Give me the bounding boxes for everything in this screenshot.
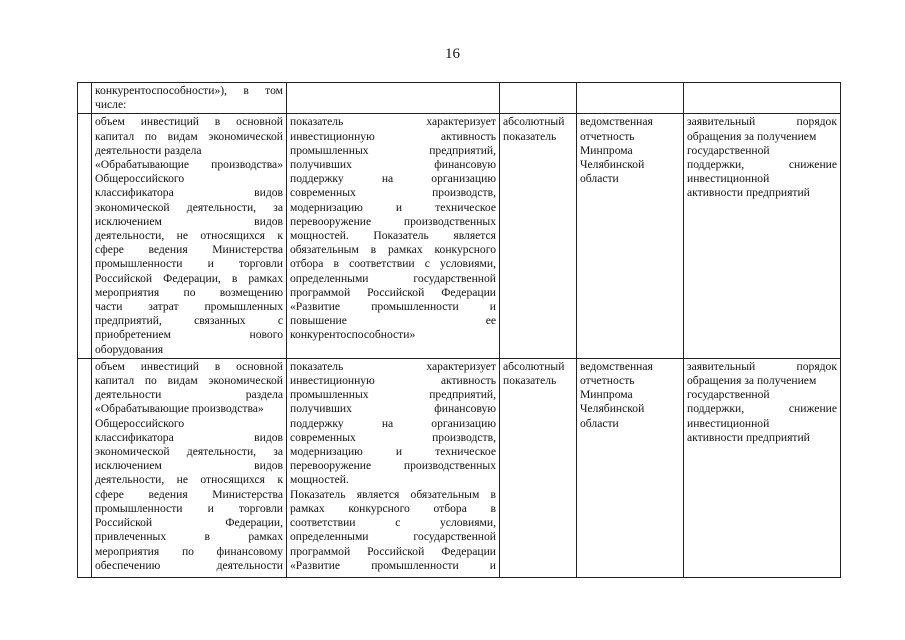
indicator-table	[77, 82, 841, 578]
risk-factor-cell	[684, 358, 841, 577]
cell-text-line: повышение ее	[290, 314, 496, 328]
cell-text-line: области	[580, 416, 619, 430]
indicator-type-cell	[500, 114, 577, 358]
cell-text-line: ведомственная	[580, 115, 653, 129]
cell-text-line: сфере ведения Министерства	[95, 487, 283, 501]
cell-text-line: поддержку на организацию	[290, 172, 496, 186]
cell-text-line: промышленности и торговли	[95, 501, 283, 515]
table-row	[78, 358, 841, 577]
cell-text-line: оборудования	[95, 342, 164, 356]
cell-text-line: показатель	[503, 374, 557, 388]
cell-text-line: перевооружение производственных	[290, 459, 496, 473]
cell-text-line: экономической деятельности, за	[95, 445, 283, 459]
indicator-name-cell	[92, 83, 287, 114]
cell-text-line: «Обрабатывающие производства»	[95, 402, 264, 416]
indicator-name-cell	[92, 358, 287, 577]
cell-text-line: современных производств,	[290, 430, 496, 444]
cell-text-line: предприятий, связанных с	[95, 314, 283, 328]
risk-factor-cell	[684, 83, 841, 114]
cell-text-line: конкурентоспособности»	[290, 328, 416, 342]
cell-text-line: сфере ведения Министерства	[95, 243, 283, 257]
cell-text-line: Минпрома	[580, 143, 633, 157]
cell-text-line: современных производств,	[290, 186, 496, 200]
cell-text-line: Общероссийского	[95, 416, 185, 430]
data-source-cell	[577, 114, 684, 358]
cell-text-line: исключением видов	[95, 459, 283, 473]
cell-text-line: Челябинской	[580, 402, 645, 416]
cell-text-line: инвестиционную активность	[290, 129, 496, 143]
cell-text-line: экономической деятельности, за	[95, 200, 283, 214]
cell-text-line: показатель	[503, 129, 557, 143]
cell-text-line: деятельности, не относящихся к	[95, 229, 283, 243]
cell-text-line: показатель характеризует	[290, 115, 496, 129]
cell-text-line: приобретением нового	[95, 328, 283, 342]
cell-text-line: мероприятия по возмещению	[95, 285, 283, 299]
data-source-cell	[577, 83, 684, 114]
cell-text-line: объем инвестиций в основной	[95, 359, 283, 373]
cell-text-line: модернизацию и техническое	[290, 200, 496, 214]
cell-text-line: области	[580, 172, 619, 186]
row-number-cell	[78, 114, 92, 358]
page-number: 16	[445, 46, 460, 62]
cell-text-line: Общероссийского	[95, 172, 185, 186]
row-number-cell	[78, 358, 92, 577]
cell-text-line: абсолютный	[503, 115, 565, 129]
indicator-description-cell	[287, 83, 500, 114]
cell-text-line: промышленности и торговли	[95, 257, 283, 271]
cell-text-line: программой Российской Федерации	[290, 285, 496, 299]
indicator-name-cell	[92, 114, 287, 358]
cell-text-line: государственной	[687, 388, 770, 402]
cell-text-line: исключением видов	[95, 214, 283, 228]
cell-text-line: инвестиционную активность	[290, 374, 496, 388]
cell-text-line: привлеченных в рамках	[95, 530, 283, 544]
cell-text-line: Минпрома	[580, 388, 633, 402]
cell-text-line: заявительный порядок	[687, 115, 837, 129]
cell-text-line: соответствии с условиями,	[290, 516, 496, 530]
cell-text-line: отчетность	[580, 374, 635, 388]
cell-text-line: заявительный порядок	[687, 359, 837, 373]
data-source-cell	[577, 358, 684, 577]
cell-text-line: промышленных предприятий,	[290, 143, 496, 157]
risk-factor-cell	[684, 114, 841, 358]
indicator-description-cell	[287, 358, 500, 577]
table-row	[78, 114, 841, 358]
cell-text-line: определенными государственной	[290, 530, 496, 544]
cell-text-line: определенными государственной	[290, 271, 496, 285]
cell-text-line: Челябинской	[580, 158, 645, 172]
cell-text-line: поддержки, снижение	[687, 158, 837, 172]
cell-text-line: обеспечению деятельности	[95, 558, 283, 572]
table-row	[78, 83, 841, 114]
cell-text-line: инвестиционной	[687, 172, 770, 186]
cell-text-line: объем инвестиций в основной	[95, 115, 283, 129]
cell-text-line: программой Российской Федерации	[290, 544, 496, 558]
cell-text-line: получивших финансовую	[290, 402, 496, 416]
cell-text-line: деятельности раздела	[95, 143, 202, 157]
cell-text-line: рамках конкурсного отбора в	[290, 501, 496, 515]
cell-text-line: числе:	[95, 98, 127, 112]
cell-text-line: активности предприятий	[687, 186, 810, 200]
cell-text-line: капитал по видам экономической	[95, 129, 283, 143]
cell-text-line: «Развитие промышленности и	[290, 558, 496, 572]
cell-text-line: модернизацию и техническое	[290, 445, 496, 459]
cell-text-line: классификатора видов	[95, 430, 283, 444]
cell-text-line: обращения за получением	[687, 129, 817, 143]
cell-text-line: активности предприятий	[687, 430, 810, 444]
cell-text-line: инвестиционной	[687, 416, 770, 430]
cell-text-line: мощностей. Показатель является	[290, 229, 496, 243]
cell-text-line: части затрат промышленных	[95, 300, 283, 314]
cell-text-line: отбора в соответствии с условиями,	[290, 257, 496, 271]
cell-text-line: ведомственная	[580, 359, 653, 373]
cell-text-line: государственной	[687, 143, 770, 157]
cell-text-line: Российской Федерации, в рамках	[95, 271, 283, 285]
cell-text-line: классификатора видов	[95, 186, 283, 200]
cell-text-line: «Развитие промышленности и	[290, 300, 496, 314]
cell-text-line: показатель характеризует	[290, 359, 496, 373]
cell-text-line: «Обрабатывающие производства»	[95, 158, 283, 172]
cell-text-line: получивших финансовую	[290, 158, 496, 172]
indicator-description-cell	[287, 114, 500, 358]
cell-text-line: деятельности раздела	[95, 388, 283, 402]
cell-text-line: Показатель является обязательным в	[290, 487, 496, 501]
cell-text-line: капитал по видам экономической	[95, 374, 283, 388]
cell-text-line: мощностей.	[290, 473, 349, 487]
indicator-type-cell	[500, 358, 577, 577]
cell-text-line: конкурентоспособности»), в том	[95, 84, 283, 97]
cell-text-line: поддержку на организацию	[290, 416, 496, 430]
cell-text-line: деятельности, не относящихся к	[95, 473, 283, 487]
row-number-cell	[78, 83, 92, 114]
cell-text-line: абсолютный	[503, 359, 565, 373]
cell-text-line: отчетность	[580, 129, 635, 143]
indicator-type-cell	[500, 83, 577, 114]
cell-text-line: мероприятия по финансовому	[95, 544, 283, 558]
cell-text-line: поддержки, снижение	[687, 402, 837, 416]
cell-text-line: перевооружение производственных	[290, 214, 496, 228]
cell-text-line: обязательным в рамках конкурсного	[290, 243, 496, 257]
cell-text-line: обращения за получением	[687, 374, 817, 388]
cell-text-line: промышленных предприятий,	[290, 388, 496, 402]
cell-text-line: Российской Федерации,	[95, 516, 283, 530]
